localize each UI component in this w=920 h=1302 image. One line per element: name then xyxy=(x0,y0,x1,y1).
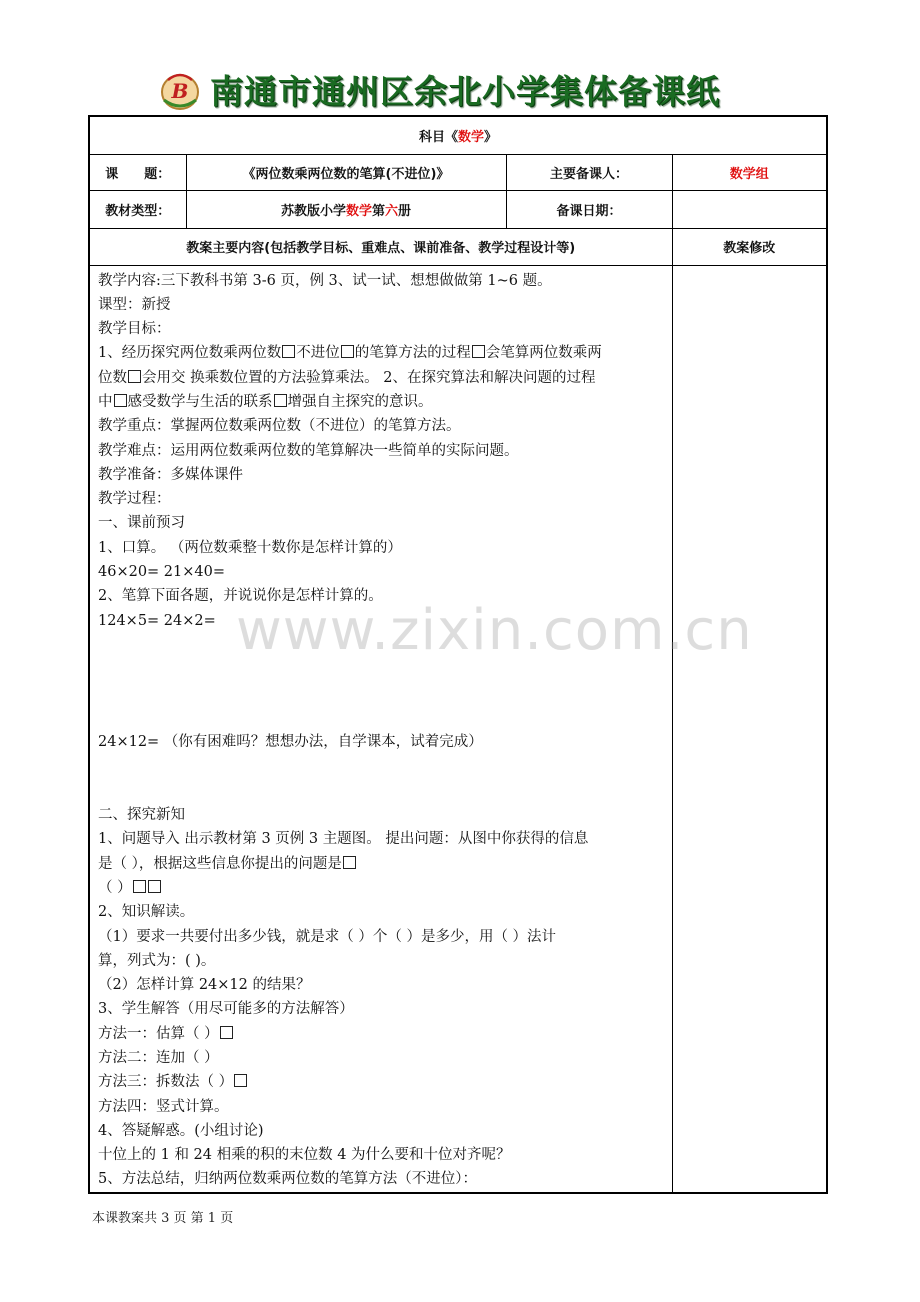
square-glyph-icon xyxy=(282,345,295,358)
watermark: www.zixin.com.cn xyxy=(236,598,753,663)
square-glyph-icon xyxy=(472,345,485,358)
revision-header: 教案修改 xyxy=(672,228,827,265)
preparer-label: 主要备课人： xyxy=(506,154,672,190)
prep-date-label: 备课日期： xyxy=(506,190,672,228)
square-glyph-icon xyxy=(114,394,127,407)
page-footer: 本课教案共 3 页 第 1 页 xyxy=(92,1211,234,1226)
textbook-type-label: 教材类型： xyxy=(89,190,186,228)
lesson-plan-table xyxy=(88,115,828,1194)
prep-date-value xyxy=(672,190,827,228)
square-glyph-icon xyxy=(341,345,354,358)
square-glyph-icon xyxy=(274,394,287,407)
topic-label: 课 题： xyxy=(89,154,186,190)
textbook-type-value: 苏教版小学数学第六册 xyxy=(186,190,506,228)
subject-value: 数学 xyxy=(458,129,485,145)
square-glyph-icon xyxy=(220,1026,233,1039)
square-glyph-icon xyxy=(234,1074,247,1087)
square-glyph-icon xyxy=(148,880,161,893)
page-title: 南通市通州区余北小学集体备课纸 xyxy=(210,72,720,111)
square-glyph-icon xyxy=(343,856,356,869)
preparer-value: 数学组 xyxy=(672,154,827,190)
lesson-content-cell xyxy=(89,265,672,1193)
square-glyph-icon xyxy=(133,880,146,893)
lesson-content: 教学内容:三下教科书第 3-6 页，例 3、试一试、想想做做第 1~6 题。 课型：新授 教学目标： 1、经历探究两位数乘两位数 不进位 的笔算方法的过程 会笔算两位数乘两 位数 会用交 换乘数位置的方法验算乘法。 2、在探究算法和解决问题的过程 中 感受数学与生活的联系 增强自主探究的意识。 教学重点：掌握两位数乘两位数（不进位）的笔算方法。 教学难点：运用两位数乘两位数的笔算解决一些简单的实际问题。 教学准备：多媒体课件 教学过程： 一、课前预习 1、口算。 （两位数乘整十数你是怎样计算的） 46×20= 21×40= 2、笔算下面各题，并说说你是怎样计算的。 124×5= 24×2= 24×12= （你有困难吗？想想办法，自学课本，试着完成） 二、探究新知 1、问题导入 出示教材第 3 页例 3 主题图。 提出问题：从图中你获得的信息 是（ ），根据这些信息你提出的问题是 （ ） 2、知识解读。 （1）要求一共要付出多少钱，就是求（ ）个（ ）是多少，用（ ）法计 算，列式为：( )。 （2）怎样计算 24×12 的结果？ 3、学生解答（用尽可能多的方法解答） 方法一：估算（ ） 方法二：连加（ ） 方法三：拆数法（ ） 方法四：竖式计算。 4、答疑解惑。(小组讨论) 十位上的 1 和 24 相乘的积的末位数 4 为什么要和十位对齐呢？ 5、方法总结，归纳两位数乘两位数的笔算方法（不进位）： xyxy=(98,272,602,1188)
school-logo-icon xyxy=(158,68,202,112)
topic-value: 《两位数乘两位数的笔算(不进位)》 xyxy=(186,154,506,190)
square-glyph-icon xyxy=(128,370,141,383)
svg-text:B: B xyxy=(171,79,189,103)
subject-row: 科目《数学》 xyxy=(89,116,827,154)
main-content-header: 教案主要内容(包括教学目标、重难点、课前准备、教学过程设计等) xyxy=(89,228,672,265)
revision-cell xyxy=(672,265,827,1193)
page-header xyxy=(158,64,758,116)
